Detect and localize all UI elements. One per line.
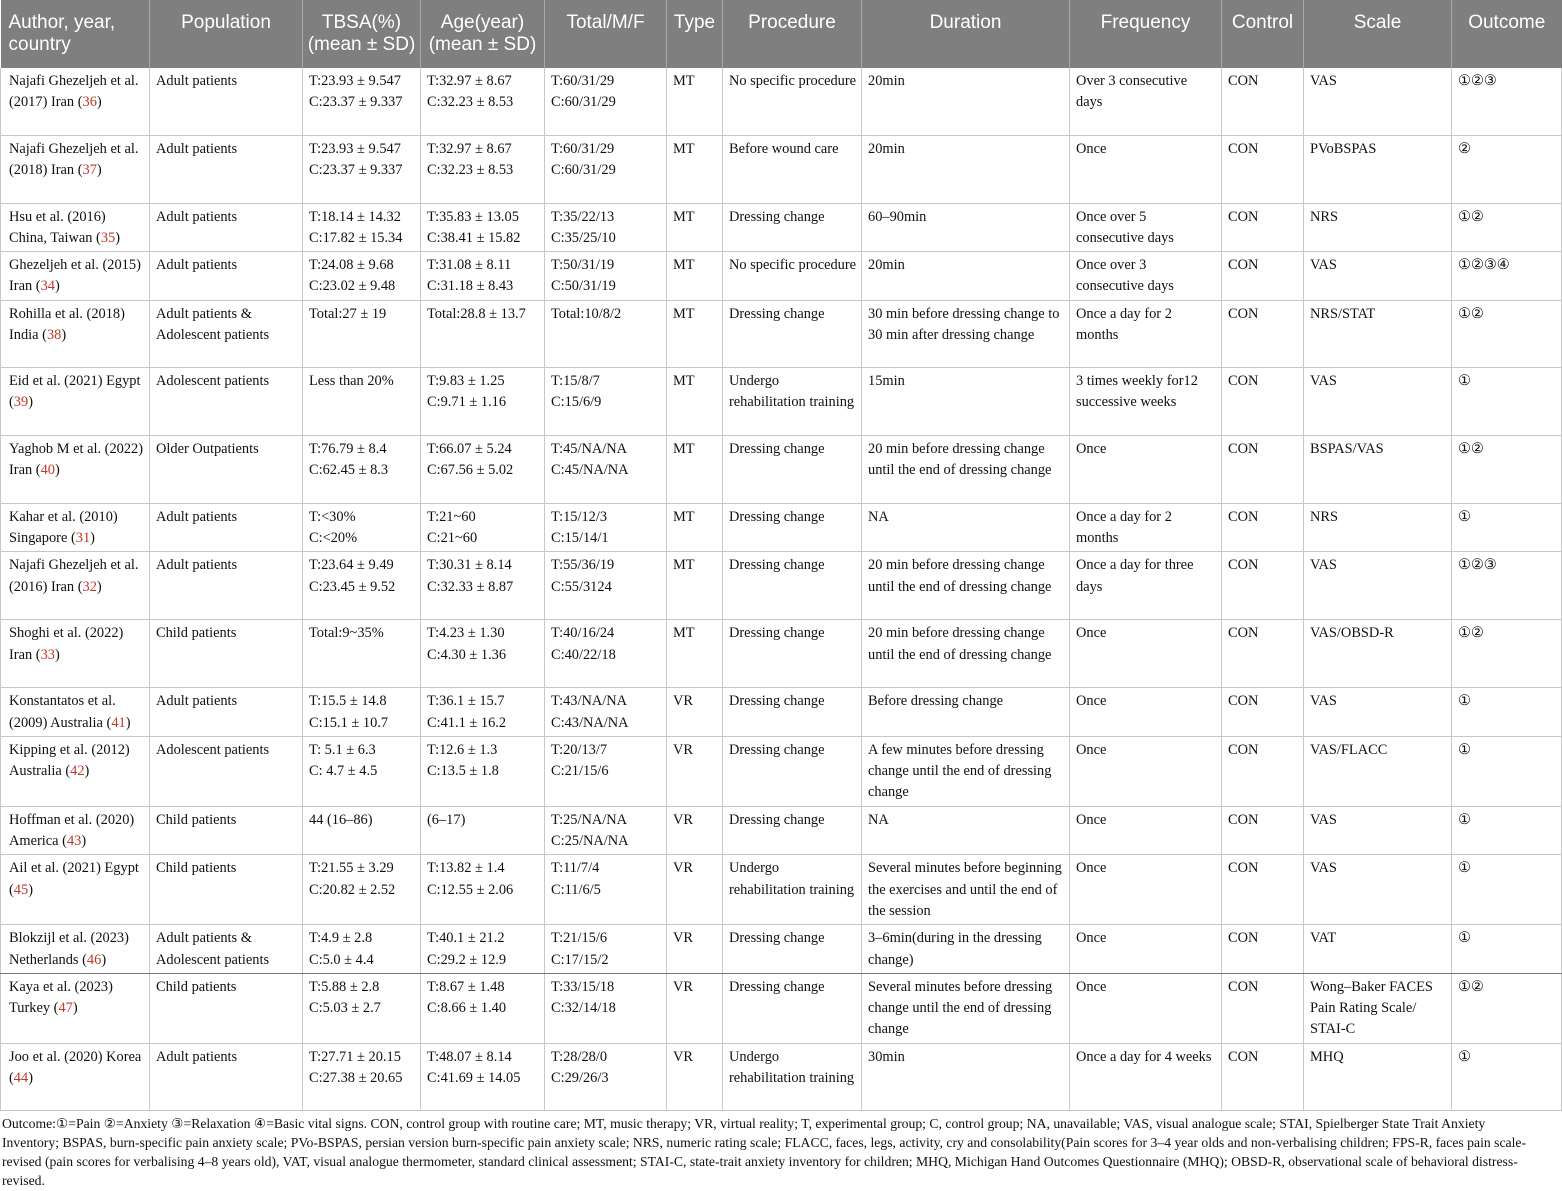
cell-frequency: Once [1070, 688, 1222, 737]
author-close-paren: ) [96, 578, 102, 595]
author-text: Najafi Ghezeljeh et al. (2016) Iran ( [9, 557, 139, 595]
cell-duration: 15min [862, 367, 1070, 435]
cell-total: T:40/16/24 C:40/22/18 [545, 620, 667, 688]
cell-scale: VAS/FLACC [1304, 736, 1452, 806]
cell-control: CON [1222, 736, 1304, 806]
cell-procedure: No specific procedure [723, 68, 862, 135]
cell-control: CON [1222, 68, 1304, 135]
cell-tbsa: T:15.5 ± 14.8 C:15.1 ± 10.7 [303, 688, 421, 737]
cell-type: MT [667, 620, 723, 688]
cell-author [1, 435, 150, 503]
cell-procedure: Dressing change [723, 300, 862, 367]
cell-outcome: ① [1452, 503, 1562, 552]
cell-procedure: Dressing change [723, 736, 862, 806]
author-close-paren: ) [28, 881, 33, 898]
cell-duration: 30min [862, 1043, 1070, 1110]
cell-outcome: ① [1452, 855, 1562, 925]
cell-procedure: Dressing change [723, 203, 862, 252]
cell-author [1, 973, 150, 1043]
cell-author [1, 300, 150, 367]
cell-tbsa: T:18.14 ± 14.32 C:17.82 ± 15.34 [303, 203, 421, 252]
reference-link[interactable]: 38 [46, 326, 62, 343]
cell-population: Adolescent patients [150, 367, 303, 435]
cell-age: T:66.07 ± 5.24 C:67.56 ± 5.02 [421, 435, 545, 503]
cell-author [1, 688, 150, 737]
cell-outcome: ①② [1452, 973, 1562, 1043]
cell-author [1, 203, 150, 252]
table-row [1, 688, 1562, 737]
author-text: Ail et al. (2021) Egypt ( [9, 860, 139, 898]
header-duration: Duration [862, 0, 1070, 68]
cell-procedure: Dressing change [723, 806, 862, 855]
cell-population: Adult patients & Adolescent patients [150, 925, 303, 974]
author-close-paren: ) [101, 951, 107, 968]
cell-scale: BSPAS/VAS [1304, 435, 1452, 503]
reference-link[interactable]: 37 [82, 161, 97, 178]
cell-outcome: ① [1452, 925, 1562, 974]
cell-procedure: Dressing change [723, 503, 862, 552]
cell-tbsa: T:27.71 ± 20.15 C:27.38 ± 20.65 [303, 1043, 421, 1110]
reference-link[interactable]: 43 [66, 833, 82, 850]
cell-scale: NRS/STAT [1304, 300, 1452, 367]
cell-duration: 20 min before dressing change until the end of dressing change [862, 552, 1070, 620]
cell-age: T:31.08 ± 8.11 C:31.18 ± 8.43 [421, 252, 545, 301]
cell-outcome: ①② [1452, 435, 1562, 503]
cell-population: Adult patients [150, 688, 303, 737]
header-scale: Scale [1304, 0, 1452, 68]
cell-type: VR [667, 973, 723, 1043]
cell-scale: VAS [1304, 855, 1452, 925]
table-row [1, 300, 1562, 367]
cell-frequency: Once [1070, 925, 1222, 974]
cell-tbsa: Less than 20% [303, 367, 421, 435]
cell-control: CON [1222, 252, 1304, 301]
cell-total: T:43/NA/NA C:43/NA/NA [545, 688, 667, 737]
reference-link[interactable]: 46 [86, 951, 102, 968]
cell-author [1, 855, 150, 925]
header-outcome: Outcome [1452, 0, 1562, 68]
cell-tbsa: Total:9~35% [303, 620, 421, 688]
cell-scale: VAS [1304, 552, 1452, 620]
cell-author [1, 552, 150, 620]
author-text: Najafi Ghezeljeh et al. (2018) Iran ( [9, 140, 139, 178]
cell-outcome: ①②③④ [1452, 252, 1562, 301]
cell-scale: NRS [1304, 203, 1452, 252]
cell-author [1, 503, 150, 552]
cell-population: Adult patients & Adolescent patients [150, 300, 303, 367]
cell-procedure: No specific procedure [723, 252, 862, 301]
table-row [1, 68, 1562, 135]
cell-duration: 20min [862, 252, 1070, 301]
cell-total: T:33/15/18 C:32/14/18 [545, 973, 667, 1043]
cell-total: T:11/7/4 C:11/6/5 [545, 855, 667, 925]
cell-population: Child patients [150, 806, 303, 855]
cell-total: Total:10/8/2 [545, 300, 667, 367]
header-population: Population [150, 0, 303, 68]
cell-scale: PVoBSPAS [1304, 135, 1452, 203]
author-close-paren: ) [90, 529, 95, 546]
table-row [1, 135, 1562, 203]
cell-population: Adult patients [150, 1043, 303, 1110]
cell-author [1, 1043, 150, 1110]
cell-control: CON [1222, 806, 1304, 855]
header-row [1, 0, 1562, 68]
cell-population: Adult patients [150, 135, 303, 203]
reference-link[interactable]: 33 [40, 646, 55, 663]
author-text: Eid et al. (2021) Egypt ( [9, 372, 141, 410]
cell-frequency: Once [1070, 736, 1222, 806]
author-close-paren: ) [54, 461, 60, 478]
cell-outcome: ① [1452, 736, 1562, 806]
cell-procedure: Dressing change [723, 973, 862, 1043]
author-close-paren: ) [115, 229, 121, 246]
author-text: Kahar et al. (2010) Singapore ( [9, 508, 118, 546]
cell-type: VR [667, 736, 723, 806]
cell-control: CON [1222, 367, 1304, 435]
cell-scale: VAS [1304, 252, 1452, 301]
cell-age: Total:28.8 ± 13.7 [421, 300, 545, 367]
cell-control: CON [1222, 300, 1304, 367]
cell-author [1, 925, 150, 974]
table-row [1, 736, 1562, 806]
cell-scale: VAS [1304, 367, 1452, 435]
header-age: Age(year) (mean ± SD) [421, 0, 545, 68]
cell-author [1, 620, 150, 688]
table-row [1, 973, 1562, 1043]
cell-population: Adult patients [150, 552, 303, 620]
author-text: Blokzijl et al. (2023) Netherlands ( [9, 930, 129, 968]
cell-type: MT [667, 135, 723, 203]
reference-link[interactable]: 39 [13, 393, 29, 410]
author-text: Najafi Ghezeljeh et al. (2017) Iran ( [9, 73, 139, 111]
cell-frequency: Once a day for 2 months [1070, 503, 1222, 552]
cell-control: CON [1222, 688, 1304, 737]
cell-duration: 20min [862, 135, 1070, 203]
cell-procedure: Undergo rehabilitation training [723, 367, 862, 435]
cell-age: T:40.1 ± 21.2 C:29.2 ± 12.9 [421, 925, 545, 974]
author-text: Kaya et al. (2023) Turkey ( [9, 978, 113, 1017]
table-body [1, 68, 1562, 1110]
cell-scale: MHQ [1304, 1043, 1452, 1110]
header-control: Control [1222, 0, 1304, 68]
reference-link[interactable]: 32 [82, 578, 97, 595]
cell-tbsa: T:23.93 ± 9.547 C:23.37 ± 9.337 [303, 135, 421, 203]
reference-link[interactable]: 34 [40, 278, 55, 295]
cell-duration: 3–6min(during in the dressing change) [862, 925, 1070, 974]
cell-control: CON [1222, 552, 1304, 620]
cell-control: CON [1222, 435, 1304, 503]
cell-frequency: Once [1070, 806, 1222, 855]
cell-tbsa: T:24.08 ± 9.68 C:23.02 ± 9.48 [303, 252, 421, 301]
author-close-paren: ) [54, 646, 60, 663]
cell-total: T:15/12/3 C:15/14/1 [545, 503, 667, 552]
cell-duration: Several minutes before dressing change until the end of dressing change [862, 973, 1070, 1043]
header-frequency: Frequency [1070, 0, 1222, 68]
cell-frequency: Once [1070, 973, 1222, 1043]
cell-type: VR [667, 1043, 723, 1110]
table-row [1, 925, 1562, 974]
author-close-paren: ) [61, 326, 67, 343]
cell-outcome: ①②③ [1452, 68, 1562, 135]
cell-tbsa: T:23.93 ± 9.547 C:23.37 ± 9.337 [303, 68, 421, 135]
cell-total: T:35/22/13 C:35/25/10 [545, 203, 667, 252]
author-close-paren: ) [84, 763, 90, 780]
cell-population: Adult patients [150, 252, 303, 301]
cell-outcome: ① [1452, 688, 1562, 737]
reference-link[interactable]: 47 [58, 1000, 73, 1017]
cell-author [1, 367, 150, 435]
cell-population: Older Outpatients [150, 435, 303, 503]
reference-link[interactable]: 35 [100, 229, 116, 246]
cell-type: VR [667, 806, 723, 855]
cell-outcome: ①② [1452, 620, 1562, 688]
reference-link[interactable]: 42 [70, 763, 85, 780]
cell-total: T:50/31/19 C:50/31/19 [545, 252, 667, 301]
cell-duration: Before dressing change [862, 688, 1070, 737]
cell-outcome: ① [1452, 1043, 1562, 1110]
cell-age: T:12.6 ± 1.3 C:13.5 ± 1.8 [421, 736, 545, 806]
reference-link[interactable]: 31 [75, 529, 91, 546]
cell-author [1, 806, 150, 855]
table-row [1, 435, 1562, 503]
cell-frequency: Once over 5 consecutive days [1070, 203, 1222, 252]
cell-age: T:21~60 C:21~60 [421, 503, 545, 552]
table-row [1, 1043, 1562, 1110]
cell-procedure: Dressing change [723, 435, 862, 503]
cell-frequency: Once over 3 consecutive days [1070, 252, 1222, 301]
cell-duration: 20 min before dressing change until the end of dressing change [862, 620, 1070, 688]
cell-age: T:30.31 ± 8.14 C:32.33 ± 8.87 [421, 552, 545, 620]
cell-age: T:9.83 ± 1.25 C:9.71 ± 1.16 [421, 367, 545, 435]
cell-duration: 20 min before dressing change until the end of dressing change [862, 435, 1070, 503]
cell-outcome: ② [1452, 135, 1562, 203]
cell-outcome: ①② [1452, 203, 1562, 252]
cell-type: MT [667, 435, 723, 503]
cell-outcome: ① [1452, 806, 1562, 855]
header-type: Type [667, 0, 723, 68]
cell-type: MT [667, 252, 723, 301]
table-row [1, 855, 1562, 925]
author-text: Shoghi et al. (2022) Iran ( [9, 625, 124, 663]
cell-tbsa: 44 (16–86) [303, 806, 421, 855]
cell-frequency: Once [1070, 435, 1222, 503]
cell-procedure: Dressing change [723, 620, 862, 688]
cell-procedure: Undergo rehabilitation training [723, 855, 862, 925]
header-total: Total/M/F [545, 0, 667, 68]
cell-control: CON [1222, 135, 1304, 203]
cell-procedure: Dressing change [723, 688, 862, 737]
cell-frequency: Once [1070, 855, 1222, 925]
table-row [1, 806, 1562, 855]
cell-total: T:55/36/19 C:55/3124 [545, 552, 667, 620]
cell-type: MT [667, 552, 723, 620]
cell-tbsa: T:76.79 ± 8.4 C:62.45 ± 8.3 [303, 435, 421, 503]
cell-total: T:45/NA/NA C:45/NA/NA [545, 435, 667, 503]
reference-link[interactable]: 44 [13, 1070, 29, 1087]
cell-procedure: Dressing change [723, 552, 862, 620]
table-row [1, 252, 1562, 301]
cell-age: T:32.97 ± 8.67 C:32.23 ± 8.53 [421, 135, 545, 203]
author-close-paren: ) [54, 278, 60, 295]
cell-control: CON [1222, 503, 1304, 552]
cell-author [1, 736, 150, 806]
author-close-paren: ) [72, 1000, 78, 1017]
author-close-paren: ) [96, 161, 102, 178]
cell-tbsa: T:5.88 ± 2.8 C:5.03 ± 2.7 [303, 973, 421, 1043]
cell-type: VR [667, 855, 723, 925]
author-close-paren: ) [96, 94, 102, 111]
cell-control: CON [1222, 203, 1304, 252]
cell-population: Adolescent patients [150, 736, 303, 806]
table-row [1, 552, 1562, 620]
cell-frequency: Once a day for 2 months [1070, 300, 1222, 367]
table-row [1, 503, 1562, 552]
reference-link[interactable]: 45 [13, 881, 29, 898]
cell-duration: NA [862, 806, 1070, 855]
cell-procedure: Before wound care [723, 135, 862, 203]
cell-population: Child patients [150, 855, 303, 925]
cell-type: MT [667, 367, 723, 435]
header-tbsa: TBSA(%) (mean ± SD) [303, 0, 421, 68]
cell-duration: A few minutes before dressing change until the end of dressing change [862, 736, 1070, 806]
table-row [1, 203, 1562, 252]
author-close-paren: ) [28, 1070, 33, 1087]
cell-total: T:15/8/7 C:15/6/9 [545, 367, 667, 435]
author-text: Konstantatos et al. (2009) Australia ( [9, 693, 116, 731]
cell-duration: 20min [862, 68, 1070, 135]
cell-scale: VAS [1304, 806, 1452, 855]
cell-duration: NA [862, 503, 1070, 552]
cell-age: T:4.23 ± 1.30 C:4.30 ± 1.36 [421, 620, 545, 688]
author-close-paren: ) [125, 714, 131, 731]
cell-tbsa: T: 5.1 ± 6.3 C: 4.7 ± 4.5 [303, 736, 421, 806]
cell-control: CON [1222, 855, 1304, 925]
cell-type: MT [667, 300, 723, 367]
header-author: Author, year, country [1, 0, 150, 68]
cell-age: T:48.07 ± 8.14 C:41.69 ± 14.05 [421, 1043, 545, 1110]
cell-age: T:35.83 ± 13.05 C:38.41 ± 15.82 [421, 203, 545, 252]
table-row [1, 620, 1562, 688]
cell-procedure: Dressing change [723, 925, 862, 974]
cell-duration: 30 min before dressing change to 30 min after dressing change [862, 300, 1070, 367]
cell-age: T:8.67 ± 1.48 C:8.66 ± 1.40 [421, 973, 545, 1043]
author-text: Rohilla et al. (2018) India ( [9, 305, 125, 343]
cell-control: CON [1222, 925, 1304, 974]
author-text: Hoffman et al. (2020) America ( [9, 811, 135, 850]
cell-type: VR [667, 925, 723, 974]
author-text: Hsu et al. (2016) China, Taiwan ( [9, 208, 106, 246]
cell-tbsa: T:4.9 ± 2.8 C:5.0 ± 4.4 [303, 925, 421, 974]
reference-link[interactable]: 36 [82, 94, 97, 111]
table-footnote: Outcome:①=Pain ②=Anxiety ③=Relaxation ④=Basic vital signs. CON, control group with routine care; MT, music therapy; VR, virtual reality; T, experimental group; C, control group; NA, unavailable; VAS, visual analogue scale; STAI, Spielberger State Trait Anxiety Inventory; BSPAS, burn-specific pain anxiety scale; PVo-BSPAS, persian version burn-specific pain anxiety scale; NRS, numeric rating scale; FLACC, faces, legs, activity, cry and consolability(Pain scores for 3–4 year olds and non-verbalising children; FPS-R, faces pain scale-revised (pain scores for verbalising 4–8 years old), VAT, visual analogue thermometer, standard clinical assessment; STAI-C, state-trait anxiety inventory for children; MHQ, Michigan Hand Outcomes Questionnaire (MHQ); OBSD-R, observational scale of behavioral distress-revised. [2, 1115, 1527, 1188]
cell-tbsa: T:<30% C:<20% [303, 503, 421, 552]
cell-author [1, 68, 150, 135]
cell-population: Adult patients [150, 503, 303, 552]
cell-type: MT [667, 503, 723, 552]
cell-total: T:60/31/29 C:60/31/29 [545, 68, 667, 135]
cell-tbsa: Total:27 ± 19 [303, 300, 421, 367]
author-text: Joo et al. (2020) Korea ( [9, 1048, 142, 1087]
cell-age: T:32.97 ± 8.67 C:32.23 ± 8.53 [421, 68, 545, 135]
cell-age: (6–17) [421, 806, 545, 855]
table-row [1, 367, 1562, 435]
cell-frequency: Over 3 consecutive days [1070, 68, 1222, 135]
cell-outcome: ①②③ [1452, 552, 1562, 620]
cell-scale: VAS [1304, 68, 1452, 135]
header-procedure: Procedure [723, 0, 862, 68]
cell-total: T:20/13/7 C:21/15/6 [545, 736, 667, 806]
author-close-paren: ) [81, 833, 87, 850]
cell-type: MT [667, 68, 723, 135]
cell-procedure: Undergo rehabilitation training [723, 1043, 862, 1110]
cell-age: T:13.82 ± 1.4 C:12.55 ± 2.06 [421, 855, 545, 925]
cell-control: CON [1222, 620, 1304, 688]
cell-total: T:25/NA/NA C:25/NA/NA [545, 806, 667, 855]
cell-duration: Several minutes before beginning the exercises and until the end of the session [862, 855, 1070, 925]
cell-type: MT [667, 203, 723, 252]
cell-type: VR [667, 688, 723, 737]
cell-author [1, 135, 150, 203]
cell-population: Adult patients [150, 68, 303, 135]
cell-frequency: Once a day for 4 weeks [1070, 1043, 1222, 1110]
author-close-paren: ) [28, 393, 33, 410]
cell-age: T:36.1 ± 15.7 C:41.1 ± 16.2 [421, 688, 545, 737]
cell-outcome: ① [1452, 367, 1562, 435]
cell-total: T:60/31/29 C:60/31/29 [545, 135, 667, 203]
cell-scale: VAS/OBSD-R [1304, 620, 1452, 688]
cell-control: CON [1222, 973, 1304, 1043]
author-text: Kipping et al. (2012) Australia ( [9, 741, 130, 780]
cell-duration: 60–90min [862, 203, 1070, 252]
cell-population: Child patients [150, 973, 303, 1043]
cell-population: Child patients [150, 620, 303, 688]
cell-outcome: ①② [1452, 300, 1562, 367]
cell-total: T:28/28/0 C:29/26/3 [545, 1043, 667, 1110]
author-text: Yaghob M et al. (2022) Iran ( [9, 440, 144, 478]
author-text: Ghezeljeh et al. (2015) Iran ( [9, 257, 141, 295]
reference-link[interactable]: 41 [111, 714, 126, 731]
cell-total: T:21/15/6 C:17/15/2 [545, 925, 667, 974]
cell-tbsa: T:23.64 ± 9.49 C:23.45 ± 9.52 [303, 552, 421, 620]
cell-author [1, 252, 150, 301]
cell-frequency: Once [1070, 135, 1222, 203]
cell-scale: Wong–Baker FACES Pain Rating Scale/ STAI-C [1304, 973, 1452, 1043]
cell-frequency: Once a day for three days [1070, 552, 1222, 620]
cell-tbsa: T:21.55 ± 3.29 C:20.82 ± 2.52 [303, 855, 421, 925]
cell-frequency: 3 times weekly for12 successive weeks [1070, 367, 1222, 435]
cell-population: Adult patients [150, 203, 303, 252]
cell-frequency: Once [1070, 620, 1222, 688]
cell-scale: VAS [1304, 688, 1452, 737]
cell-control: CON [1222, 1043, 1304, 1110]
cell-scale: VAT [1304, 925, 1452, 974]
reference-link[interactable]: 40 [40, 461, 55, 478]
cell-scale: NRS [1304, 503, 1452, 552]
